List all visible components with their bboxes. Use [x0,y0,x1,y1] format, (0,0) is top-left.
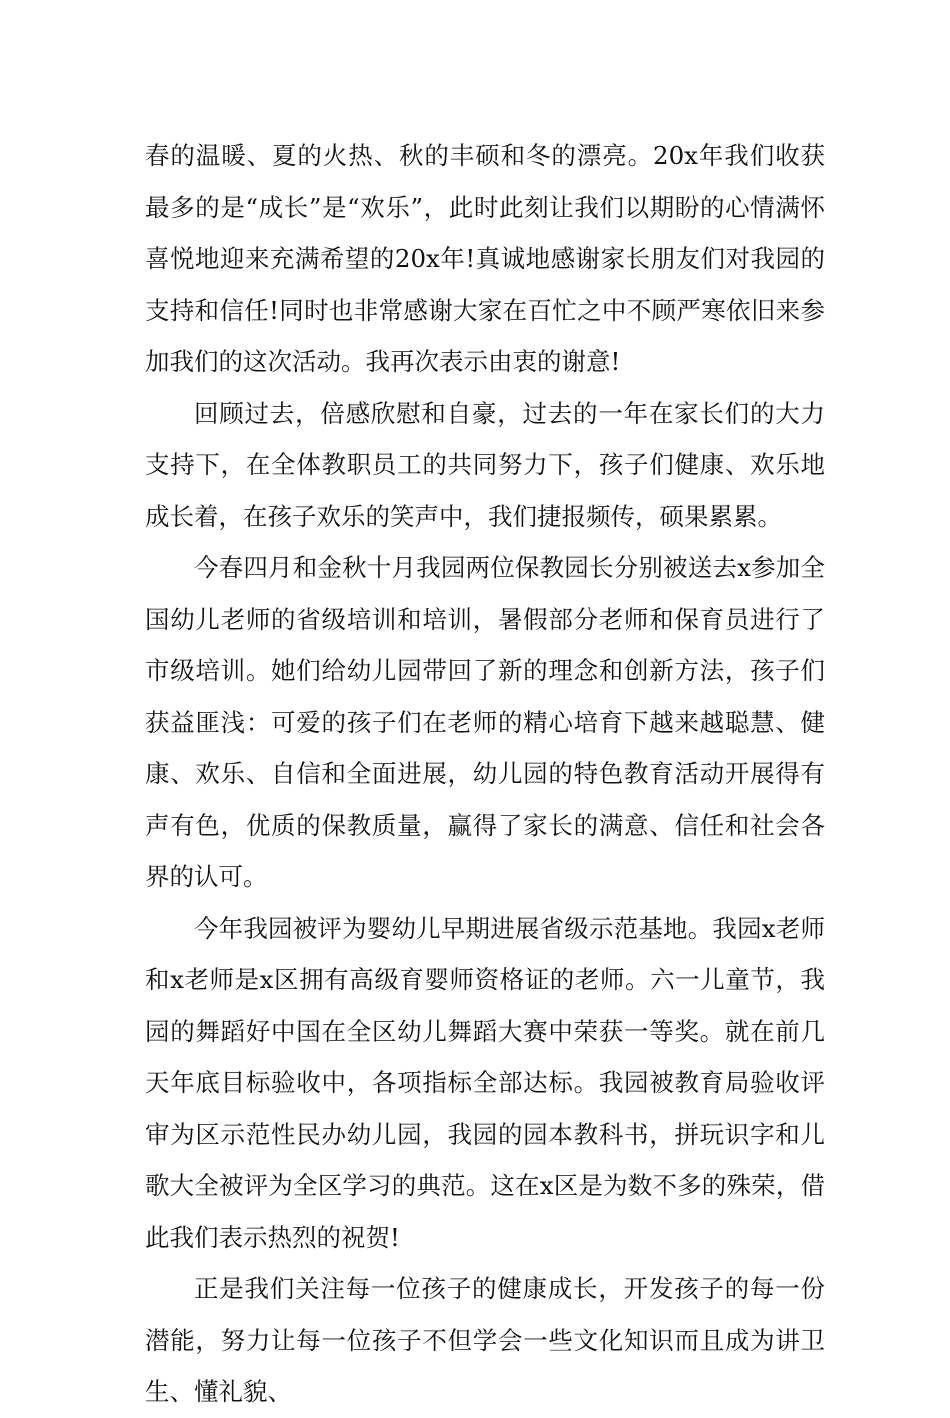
paragraph-1: 春的温暖、夏的火热、秋的丰硕和冬的漂亮。20x年我们收获最多的是“成长”是“欢乐”，此时此刻让我们以期盼的心情满怀喜悦地迎来充满希望的20x年!真诚地感谢家长朋友们对我园的支持和信任!同时也非常感谢大家在百忙之中不顾严寒依旧来参加我们的这次活动。我再次表示由衷的谢意! [145,141,825,376]
paragraph-4: 今年我园被评为婴幼儿早期进展省级示范基地。我园x老师和x老师是x区拥有高级育婴师资格证的老师。六一儿童节，我园的舞蹈好中国在全区幼儿舞蹈大赛中荣获一等奖。就在前几天年底目标验收中，各项指标全部达标。我园被教育局验收评审为区示范性民办幼儿园，我园的园本教科书，拼玩识字和儿歌大全被评为全区学习的典范。这在x区是为数不多的殊荣，借此我们表示热烈的祝贺! [145,913,825,1252]
document-body [145,130,825,1418]
paragraph-5: 正是我们关注每一位孩子的健康成长，开发孩子的每一份潜能，努力让每一位孩子不但学会一些文化知识而且成为讲卫生、懂礼貌、 [145,1274,825,1406]
paragraph-2: 回顾过去，倍感欣慰和自豪，过去的一年在家长们的大力支持下，在全体教职员工的共同努力下，孩子们健康、欢乐地成长着，在孩子欢乐的笑声中，我们捷报频传，硕果累累。 [145,398,825,531]
paragraph-3: 今春四月和金秋十月我园两位保教园长分别被送去x参加全国幼儿老师的省级培训和培训，暑假部分老师和保育员进行了市级培训。她们给幼儿园带回了新的理念和创新方法，孩子们获益匪浅：可爱的孩子们在老师的精心培育下越来越聪慧、健康、欢乐、自信和全面进展，幼儿园的特色教育活动开展得有声有色，优质的保教质量，赢得了家长的满意、信任和社会各界的认可。 [145,553,825,891]
